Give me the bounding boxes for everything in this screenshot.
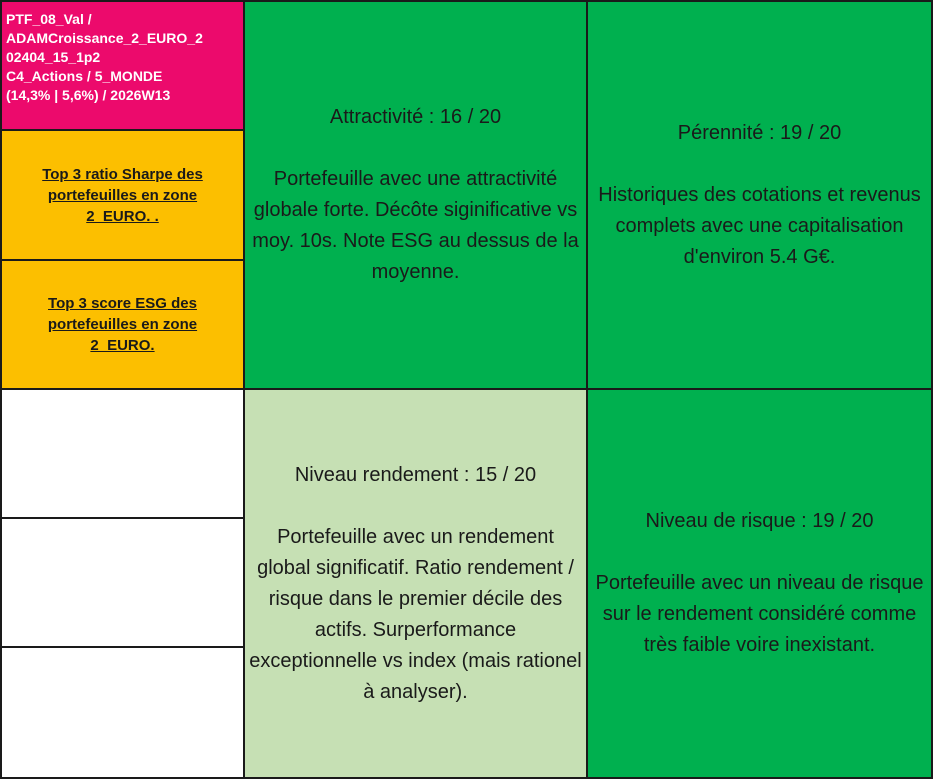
attractivite-score: Attractivité : 16 / 20 — [329, 106, 502, 128]
empty-cell-3 — [0, 646, 245, 779]
rendement-score: Niveau rendement : 15 / 20 — [294, 463, 537, 486]
esg-link-cell[interactable] — [0, 259, 245, 390]
empty-cell-2 — [0, 517, 245, 648]
attractivite-panel — [243, 0, 588, 390]
perennite-panel — [586, 0, 933, 390]
risque-panel — [586, 388, 933, 779]
top3-sharpe-link[interactable]: Top 3 ratio Sharpe des portefeuilles en zone 2_EURO. . — [42, 165, 203, 225]
rendement-panel — [243, 388, 588, 779]
top3-esg-link[interactable]: Top 3 score ESG des portefeuilles en zone 2_EURO. — [47, 295, 198, 354]
perennite-score: Pérennité : 19 / 20 — [677, 121, 842, 144]
perennite-description: Historiques des cotations et revenus complets avec une capitalisation d'environ 5.4 G€. — [598, 183, 921, 268]
portfolio-title-line-2: ADAMCroissance_2_EURO_2 — [6, 30, 203, 46]
portfolio-title — [0, 0, 245, 131]
attractivite-description: Portefeuille avec une attractivité globale forte. Décôte siginificative vs moy. 10s. Note ESG au dessus de la moyenne. — [252, 168, 579, 283]
risque-score: Niveau de risque : 19 / 20 — [645, 510, 874, 532]
sharpe-link-cell[interactable] — [0, 129, 245, 261]
risque-description: Portefeuille avec un niveau de risque sur le rendement considéré comme très faible voire inexistant. — [595, 572, 924, 656]
empty-cell-1 — [0, 388, 245, 519]
portfolio-title-line-3: 02404_15_1p2 — [6, 49, 101, 65]
rendement-description: Portefeuille avec un rendement global significatif. Ratio rendement / risque dans le premier décile des actifs. Surperformance exceptionnelle vs index (mais rationel à analyser). — [249, 525, 582, 703]
portfolio-title-line-5: (14,3% | 5,6%) / 2026W13 — [6, 87, 171, 103]
portfolio-title-line-1: PTF_08_Val / — [6, 11, 92, 27]
portfolio-title-line-4: C4_Actions / 5_MONDE — [6, 68, 163, 84]
